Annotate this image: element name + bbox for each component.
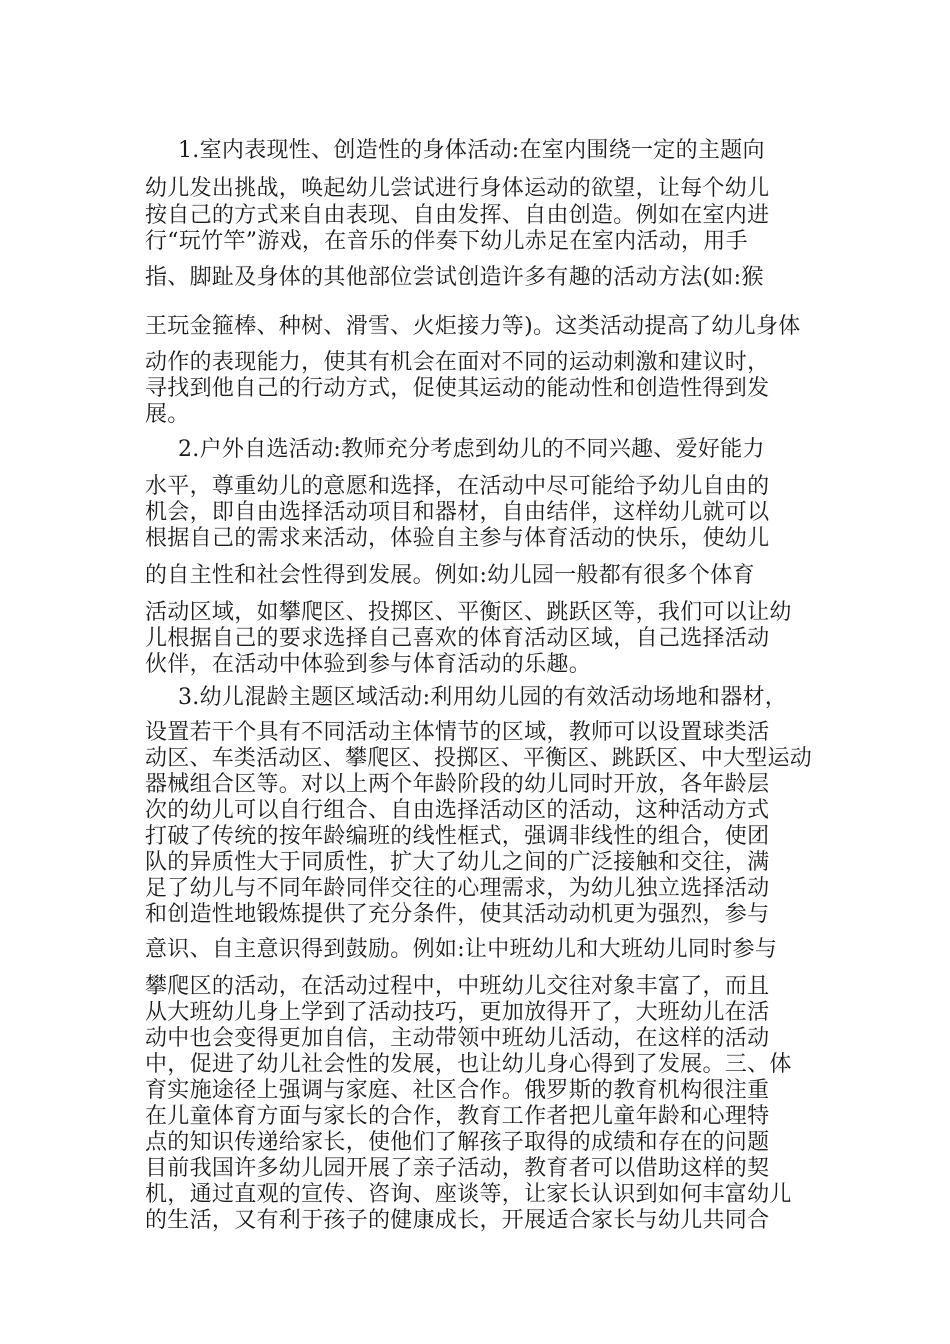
paragraph-1-line-9: 展。 [145,402,190,427]
paragraph-2-line-4: 根据自己的需求来活动，体验自主参与体育活动的快乐，使幼儿 [145,526,770,551]
paragraph-2-line-6: 活动区域，如攀爬区、投掷区、平衡区、跳跃区等，我们可以让幼 [145,600,792,625]
paragraph-3-line-14: 中，促进了幼儿社会性的发展，也让幼儿身心得到了发展。三、体 [145,1052,792,1077]
paragraph-1-line-4: 行“玩竹竿”游戏，在音乐的伴奏下幼儿赤足在室内活动，用手 [145,229,748,254]
paragraph-1-line-2: 幼儿发出挑战，唤起幼儿尝试进行身体运动的欲望，让每个幼儿 [145,176,770,201]
paragraph-3-line-10: 意识、自主意识得到鼓励。例如:让中班幼儿和大班幼儿同时参与 [145,937,778,962]
paragraph-3-line-5: 次的幼儿可以自行组合、自由选择活动区的活动，这种活动方式 [145,798,770,823]
paragraph-2-line-1: 2.户外自选活动:教师充分考虑到幼儿的不同兴趣、爱好能力 [178,437,765,462]
paragraph-3-line-16: 在儿童体育方面与家长的合作，教育工作者把儿童年龄和心理特 [145,1104,770,1129]
paragraph-3-line-18: 目前我国许多幼儿园开展了亲子活动，教育者可以借助这样的契 [145,1156,770,1181]
paragraph-1-line-7: 动作的表现能力，使其有机会在面对不同的运动刺激和建议时， [145,350,770,375]
paragraph-3-line-11: 攀爬区的活动，在活动过程中，中班幼儿交往对象丰富了，而且 [145,974,770,999]
paragraph-2-line-5: 的自主性和社会性得到发展。例如:幼儿园一般都有很多个体育 [145,563,755,588]
paragraph-3-line-3: 动区、车类活动区、攀爬区、投掷区、平衡区、跳跃区、中大型运动 [145,746,813,771]
paragraph-3-line-1: 3.幼儿混龄主题区域活动:利用幼儿园的有效活动场地和器材， [178,685,788,710]
paragraph-2-line-7: 儿根据自己的要求选择自己喜欢的体育活动区域，自己选择活动 [145,626,770,651]
paragraph-1-line-3: 按自己的方式来自由表现、自由发挥、自由创造。例如在室内进 [145,203,770,228]
paragraph-3-line-9: 和创造性地锻炼提供了充分条件，使其活动动机更为强烈，参与 [145,902,770,927]
paragraph-2-line-2: 水平，尊重幼儿的意愿和选择，在活动中尽可能给予幼儿自由的 [145,474,770,499]
paragraph-3-line-6: 打破了传统的按年龄编班的线性框式，强调非线性的组合，使团 [145,824,770,849]
paragraph-2-line-8: 伙伴，在活动中体验到参与体育活动的乐趣。 [145,652,592,677]
paragraph-3-line-17: 点的知识传递给家长，使他们了解孩子取得的成绩和存在的问题 [145,1130,770,1155]
paragraph-3-line-4: 器械组合区等。对以上两个年龄阶段的幼儿同时开放，各年龄层 [145,772,770,797]
paragraph-1-line-6: 王玩金箍棒、种树、滑雪、火炬接力等)。这类活动提高了幼儿身体 [145,314,801,339]
paragraph-3-line-13: 动中也会变得更加自信，主动带领中班幼儿活动，在这样的活动 [145,1026,770,1051]
paragraph-1-line-8: 寻找到他自己的行动方式，促使其运动的能动性和创造性得到发 [145,376,770,401]
paragraph-3-line-12: 从大班幼儿身上学到了活动技巧，更加放得开了，大班幼儿在活 [145,1000,770,1025]
paragraph-3-line-15: 育实施途径上强调与家庭、社区合作。俄罗斯的教育机构很注重 [145,1078,770,1103]
paragraph-1-line-5: 指、脚趾及身体的其他部位尝试创造许多有趣的活动方法(如:猴 [145,265,764,290]
paragraph-3-line-2: 设置若干个具有不同活动主体情节的区域，教师可以设置球类活 [145,720,770,745]
paragraph-3-line-8: 足了幼儿与不同年龄同伴交往的心理需求，为幼儿独立选择活动 [145,876,770,901]
paragraph-3-line-20: 的生活，又有利于孩子的健康成长，开展适合家长与幼儿共同合 [145,1208,770,1233]
paragraph-2-line-3: 机会，即自由选择活动项目和器材，自由结伴，这样幼儿就可以 [145,500,770,525]
paragraph-3-line-7: 队的异质性大于同质性，扩大了幼儿之间的广泛接触和交往，满 [145,850,770,875]
paragraph-3-line-19: 机，通过直观的宣传、咨询、座谈等，让家长认识到如何丰富幼儿 [145,1182,792,1207]
paragraph-1-line-1: 1.室内表现性、创造性的身体活动:在室内围绕一定的主题向 [178,138,765,163]
